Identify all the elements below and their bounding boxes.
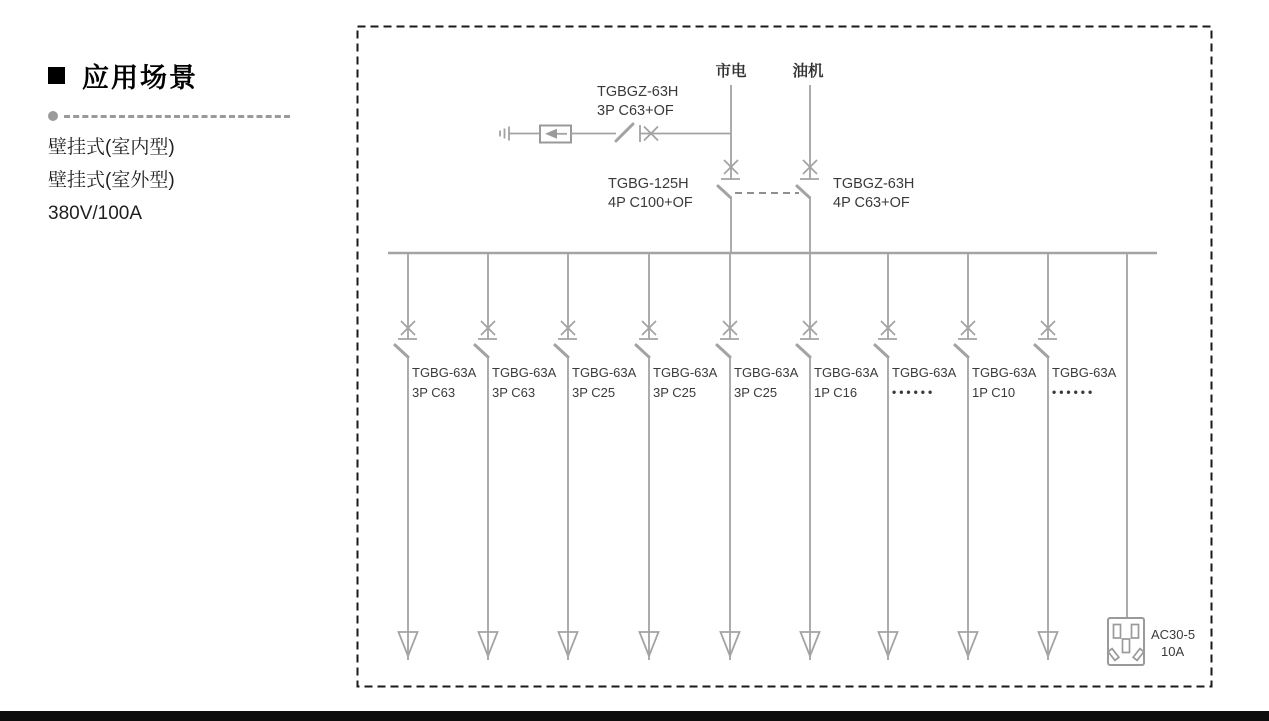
branch-model: TGBG-63A — [1052, 365, 1117, 380]
branch-model: TGBG-63A — [892, 365, 957, 380]
scenario-item: 380V/100A — [48, 203, 143, 224]
mains-breaker-label — [608, 176, 693, 211]
scenario-item: 壁挂式(室外型) — [48, 170, 175, 191]
branch-circuit — [797, 253, 879, 660]
socket-model: AC30-5 — [1151, 627, 1196, 642]
switch-blade-icon — [475, 345, 488, 357]
generator-breaker — [797, 160, 819, 198]
branch-circuit — [1035, 253, 1117, 660]
branch-model: TGBG-63A — [653, 365, 718, 380]
branch-circuit — [636, 253, 718, 660]
branch-spec: 1P C16 — [814, 385, 858, 400]
branch-spec-ellipsis: •••••• — [1052, 385, 1096, 399]
switch-blade-icon — [797, 345, 810, 357]
breaker-spec: 3P C63+OF — [597, 103, 674, 119]
branch-circuit — [395, 253, 477, 660]
breaker-model: TGBGZ-63H — [833, 176, 915, 192]
switch-blade-icon — [955, 345, 968, 357]
branch-spec: 3P C25 — [653, 385, 697, 400]
branch-spec-ellipsis: •••••• — [892, 385, 936, 399]
branch-spec: 3P C25 — [734, 385, 778, 400]
socket-feeder — [1108, 253, 1195, 665]
switch-blade-icon — [797, 186, 810, 198]
spd-branch — [500, 124, 731, 143]
switch-blade-icon — [395, 345, 408, 357]
generator-source-label: 油机 — [792, 63, 824, 80]
switch-blade-icon — [1035, 345, 1048, 357]
section-title: 应用场景 — [82, 63, 198, 93]
ground-icon — [500, 127, 509, 141]
branch-spec: 3P C25 — [572, 385, 616, 400]
breaker-spec: 4P C63+OF — [833, 195, 910, 211]
branch-model: TGBG-63A — [412, 365, 477, 380]
branch-spec: 3P C63 — [492, 385, 536, 400]
branch-model: TGBG-63A — [572, 365, 637, 380]
surge-arrester-icon — [540, 126, 571, 143]
socket-icon — [1108, 618, 1144, 665]
spd-breaker-label — [597, 84, 678, 119]
socket-rating: 10A — [1161, 644, 1185, 659]
branch-model: TGBG-63A — [734, 365, 799, 380]
branch-circuit — [555, 253, 637, 660]
branch-circuit — [955, 253, 1037, 660]
generator-breaker-label — [833, 176, 914, 211]
switch-blade-icon — [636, 345, 649, 357]
breaker-model: TGBG-125H — [608, 176, 689, 192]
branch-circuit — [875, 253, 957, 660]
breaker-model: TGBGZ-63H — [597, 84, 679, 100]
branch-model: TGBG-63A — [492, 365, 557, 380]
branch-spec: 3P C63 — [412, 385, 456, 400]
scenario-item: 壁挂式(室内型) — [48, 137, 175, 158]
mains-source-label: 市电 — [715, 63, 747, 80]
page-footer-bar — [0, 711, 1269, 721]
switch-blade-icon — [616, 124, 633, 141]
branch-circuit — [717, 253, 799, 660]
switch-blade-icon — [875, 345, 888, 357]
breaker-spec: 4P C100+OF — [608, 195, 693, 211]
mains-breaker — [718, 160, 740, 198]
switch-blade-icon — [718, 186, 731, 198]
switch-blade-icon — [717, 345, 730, 357]
branch-spec: 1P C10 — [972, 385, 1016, 400]
branch-circuit — [475, 253, 557, 660]
branch-model: TGBG-63A — [972, 365, 1037, 380]
switch-blade-icon — [555, 345, 568, 357]
branch-model: TGBG-63A — [814, 365, 879, 380]
